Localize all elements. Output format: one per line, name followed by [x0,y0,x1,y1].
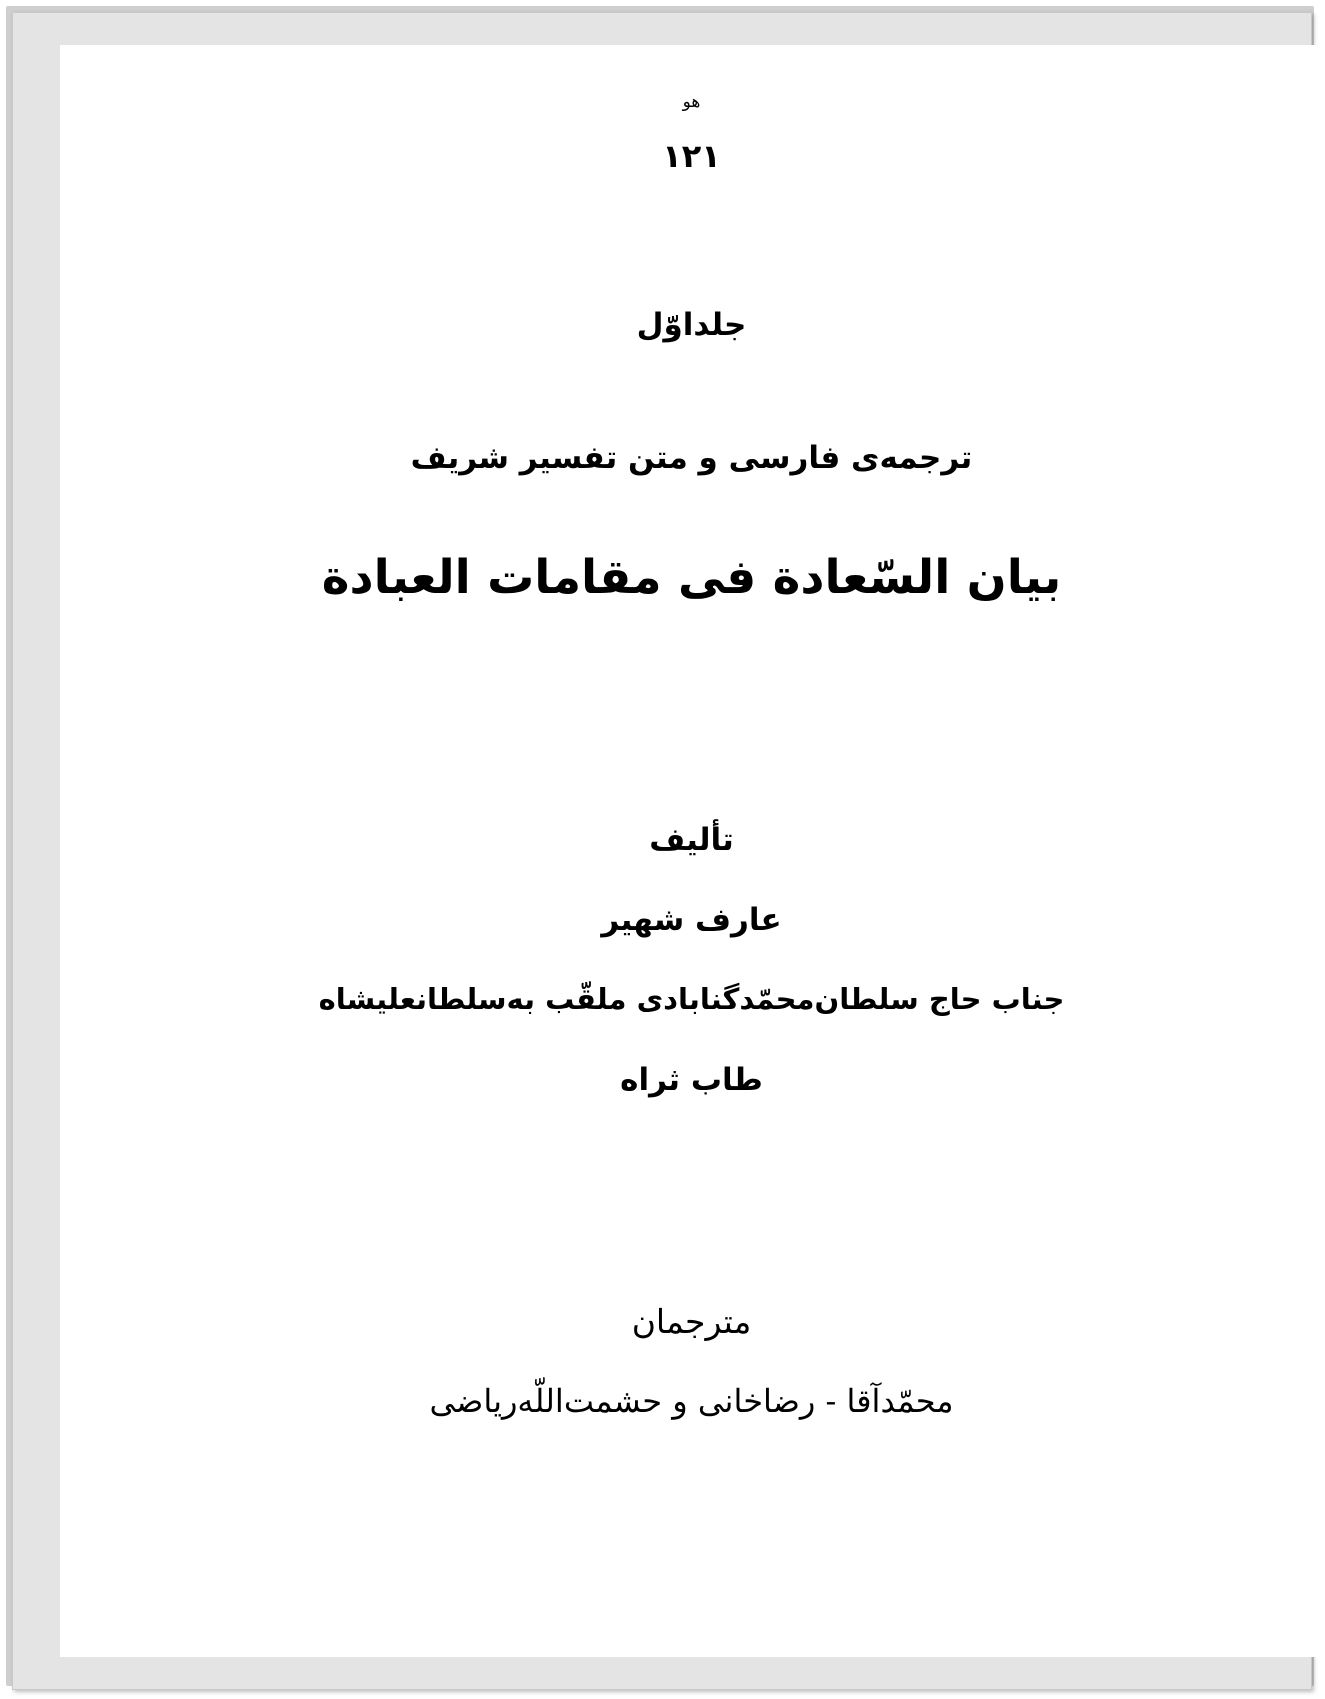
title-page [60,45,1323,1657]
translators-names: محمّدآقا - رضاخانی و حشمت‌اللّه‌ریاضی [429,1382,954,1420]
subtitle: ترجمه‌ی فارسی و متن تفسیر شریف [410,440,973,476]
volume-label: جلداوّل [636,307,747,343]
authorship-label: تألیف [649,822,734,858]
author-epithet: عارف شهیر [601,902,782,938]
translators-label: مترجمان [631,1302,752,1341]
invocation: هو [682,92,701,112]
author-blessing: طاب ثراه [620,1062,763,1098]
page-number: ۱۲۱ [662,137,721,175]
author-name: جناب حاج سلطان‌محمّدگنابادی ملقّب به‌سلطانعلیشاه [318,982,1065,1016]
book-title: بیان السّعادة فی مقامات العبادة [321,550,1062,605]
